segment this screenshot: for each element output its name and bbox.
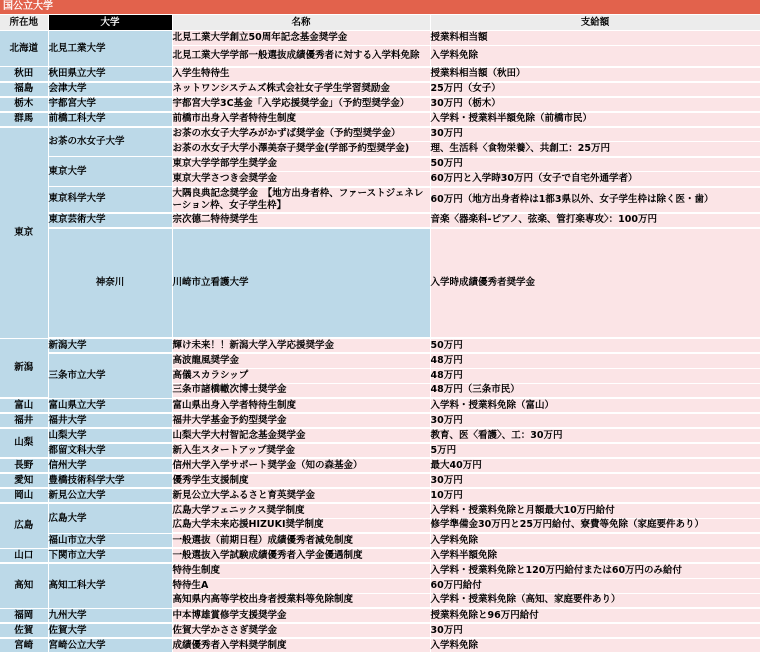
cell-amount: 教育、医〈看護〉、工：30万円 (430, 428, 760, 443)
cell-prefecture: 東京 (0, 127, 48, 339)
cell-amount: 入学料免除 (430, 533, 760, 548)
table-title-bar (0, 0, 760, 15)
cell-prefecture: 秋田 (0, 67, 48, 82)
table-header-row (0, 15, 760, 31)
cell-university: 三条市立大学 (48, 353, 172, 398)
cell-amount: 10万円 (430, 488, 760, 503)
cell-university: 川崎市立看護大学 (172, 228, 430, 338)
cell-university: 宮崎公立大学 (48, 638, 172, 653)
cell-university: 信州大学 (48, 458, 172, 473)
cell-amount: 48万円 (430, 353, 760, 368)
cell-scholarship-name: お茶の水女子大学みがかずば奨学金（予約型奨学金） (172, 127, 430, 142)
cell-scholarship-name: 三条市諸橋轍次博士奨学金 (172, 383, 430, 398)
cell-scholarship-name: 新見公立大学ふるさと育英奨学金 (172, 488, 430, 503)
column-header-university: 大学 (48, 15, 172, 31)
table-body (0, 31, 760, 654)
cell-prefecture: 栃木 (0, 97, 48, 112)
cell-amount: 25万円（女子） (430, 82, 760, 97)
cell-scholarship-name: 東京大学学部学生奨学金 (172, 157, 430, 172)
cell-prefecture: 佐賀 (0, 623, 48, 638)
cell-scholarship-name: 福井大学基金予約型奨学金 (172, 413, 430, 428)
cell-prefecture: 北海道 (0, 31, 48, 67)
cell-amount: 30万円（栃木） (430, 97, 760, 112)
cell-amount: 30万円 (430, 413, 760, 428)
cell-amount: 入学料免除 (430, 638, 760, 653)
cell-amount: 入学料・授業料免除と月額最大10万円給付 (430, 503, 760, 518)
table-row (0, 67, 760, 82)
table-row (0, 458, 760, 473)
cell-prefecture: 宮崎 (0, 638, 48, 653)
cell-prefecture: 新潟 (0, 338, 48, 398)
cell-university: 福井大学 (48, 413, 172, 428)
cell-amount: 50万円 (430, 338, 760, 353)
cell-scholarship-name: 特待生制度 (172, 563, 430, 578)
cell-university: 会津大学 (48, 82, 172, 97)
cell-prefecture: 福井 (0, 413, 48, 428)
cell-scholarship-name: お茶の水女子大学小澤美奈子奨学金(学部予約型奨学金) (172, 142, 430, 157)
table-row (0, 548, 760, 563)
cell-prefecture: 長野 (0, 458, 48, 473)
cell-scholarship-name: 高波龍風奨学金 (172, 353, 430, 368)
cell-prefecture: 神奈川 (48, 228, 172, 338)
table-row (0, 488, 760, 503)
table-row (0, 228, 760, 338)
table-row (0, 563, 760, 578)
cell-university: 九州大学 (48, 608, 172, 623)
cell-prefecture: 高知 (0, 563, 48, 608)
cell-scholarship-name: 新入生スタートアップ奨学金 (172, 443, 430, 458)
table-row (0, 97, 760, 112)
cell-amount: 入学料・授業料免除と120万円給付または60万円のみ給付 (430, 563, 760, 578)
table-row (0, 213, 760, 228)
table-row (0, 157, 760, 172)
cell-prefecture: 群馬 (0, 112, 48, 127)
cell-amount: 入学料・授業料免除（高知、家庭要件あり） (430, 593, 760, 608)
cell-university: 宇都宮大学 (48, 97, 172, 112)
cell-amount: 授業料相当額（秋田） (430, 67, 760, 82)
cell-scholarship-name: 東京大学さつき会奨学金 (172, 172, 430, 187)
cell-amount: 30万円 (430, 127, 760, 142)
cell-amount: 入学料・授業料免除（富山） (430, 398, 760, 413)
cell-university: 秋田県立大学 (48, 67, 172, 82)
table-row (0, 127, 760, 142)
cell-university: 広島大学 (48, 503, 172, 533)
cell-university: 新見公立大学 (48, 488, 172, 503)
cell-scholarship-name: 山梨大学大村智記念基金奨学金 (172, 428, 430, 443)
cell-university: お茶の水女子大学 (48, 127, 172, 157)
table-row (0, 473, 760, 488)
table-row (0, 31, 760, 46)
cell-university: 高知工科大学 (48, 563, 172, 608)
cell-prefecture: 広島 (0, 503, 48, 548)
cell-amount: 授業料免除と96万円給付 (430, 608, 760, 623)
cell-prefecture: 福岡 (0, 608, 48, 623)
cell-university: 佐賀大学 (48, 623, 172, 638)
cell-scholarship-name: 北見工業大学創立50周年記念基金奨学金 (172, 31, 430, 46)
cell-amount: 授業料相当額 (430, 31, 760, 46)
cell-scholarship-name: 一般選抜入学試験成績優秀者入学金優遇制度 (172, 548, 430, 563)
cell-amount: 60万円と入学時30万円（女子で自宅外通学者） (430, 172, 760, 187)
cell-amount: 30万円 (430, 473, 760, 488)
cell-scholarship-name: ネットワンシステムズ株式会社女子学生学習奨励金 (172, 82, 430, 97)
cell-scholarship-name: 北見工業大学学部一般選抜成績優秀者に対する入学料免除 (172, 46, 430, 67)
table-row (0, 112, 760, 127)
cell-scholarship-name: 大隅良典記念奨学金 【地方出身者枠、ファーストジェネレーション枠、女子学生枠】 (172, 187, 430, 213)
cell-university: 下関市立大学 (48, 548, 172, 563)
cell-amount: 60万円給付 (430, 578, 760, 593)
cell-scholarship-name: 輝け未来！！新潟大学入学応援奨学金 (172, 338, 430, 353)
cell-scholarship-name: 高知県内高等学校出身者授業料等免除制度 (172, 593, 430, 608)
cell-amount: 5万円 (430, 443, 760, 458)
cell-scholarship-name: 宗次德二特待奨学生 (172, 213, 430, 228)
cell-amount: 入学料免除 (430, 46, 760, 67)
cell-university: 豊橋技術科学大学 (48, 473, 172, 488)
table-row (0, 82, 760, 97)
column-header-name: 名称 (172, 15, 430, 31)
table-row (0, 187, 760, 213)
table-row (0, 638, 760, 653)
cell-scholarship-name: 一般選抜（前期日程）成績優秀者減免制度 (172, 533, 430, 548)
cell-amount: 48万円 (430, 368, 760, 383)
table-row (0, 338, 760, 353)
table-row (0, 503, 760, 518)
cell-university: 北見工業大学 (48, 31, 172, 67)
cell-scholarship-name: 入学生特待生 (172, 67, 430, 82)
cell-university: 東京芸術大学 (48, 213, 172, 228)
cell-scholarship-name: 成績優秀者入学料奨学制度 (172, 638, 430, 653)
cell-scholarship-name: 広島大学未来応援HIZUKI奨学制度 (172, 518, 430, 533)
table-row (0, 353, 760, 368)
column-header-amount: 支給額 (430, 15, 760, 31)
cell-prefecture: 岡山 (0, 488, 48, 503)
cell-scholarship-name: 中本博雄賞修学支援奨学金 (172, 608, 430, 623)
cell-amount: 50万円 (430, 157, 760, 172)
table-row (0, 608, 760, 623)
cell-university: 福山市立大学 (48, 533, 172, 548)
cell-university: 都留文科大学 (48, 443, 172, 458)
cell-scholarship-name: 広島大学フェニックス奨学制度 (172, 503, 430, 518)
cell-scholarship-name: 富山県出身入学者特待生制度 (172, 398, 430, 413)
table-row (0, 428, 760, 443)
table-header (0, 15, 760, 31)
column-header-pref: 所在地 (0, 15, 48, 31)
cell-amount: 入学料・授業料半額免除（前橋市民） (430, 112, 760, 127)
cell-university: 東京科学大学 (48, 187, 172, 213)
cell-scholarship-name: 佐賀大学かささぎ奨学金 (172, 623, 430, 638)
cell-amount: 入学料半額免除 (430, 548, 760, 563)
cell-scholarship-name: 信州大学入学サポート奨学金（知の森基金） (172, 458, 430, 473)
cell-scholarship-name: 宇都宮大学3C基金「入学応援奨学金」（予約型奨学金） (172, 97, 430, 112)
cell-amount: 48万円（三条市民） (430, 383, 760, 398)
cell-university: 前橋工科大学 (48, 112, 172, 127)
table-row (0, 533, 760, 548)
cell-amount: 理、生活科〈食物栄養〉、共創工：25万円 (430, 142, 760, 157)
table-row (0, 623, 760, 638)
cell-prefecture: 山口 (0, 548, 48, 563)
cell-amount: 音楽〈器楽科-ピアノ、弦楽、管打楽専攻〉：100万円 (430, 213, 760, 228)
cell-scholarship-name: 前橋市出身入学者特待生制度 (172, 112, 430, 127)
cell-scholarship-name: 優秀学生支援制度 (172, 473, 430, 488)
cell-prefecture: 富山 (0, 398, 48, 413)
cell-university: 東京大学 (48, 157, 172, 187)
cell-prefecture: 福島 (0, 82, 48, 97)
cell-amount: 修学準備金30万円と25万円給付、寮費等免除（家庭要件あり） (430, 518, 760, 533)
table-row (0, 413, 760, 428)
table-row (0, 443, 760, 458)
cell-amount: 30万円 (430, 623, 760, 638)
cell-university: 富山県立大学 (48, 398, 172, 413)
page-title: 国公立大学 (3, 1, 53, 12)
cell-university: 山梨大学 (48, 428, 172, 443)
cell-amount: 60万円（地方出身者枠は1都3県以外、女子学生枠は除く医・歯） (430, 187, 760, 213)
cell-scholarship-name: 特待生A (172, 578, 430, 593)
cell-scholarship-name: 高儀スカラシップ (172, 368, 430, 383)
table-row (0, 398, 760, 413)
cell-prefecture: 愛知 (0, 473, 48, 488)
cell-amount: 最大40万円 (430, 458, 760, 473)
cell-prefecture: 山梨 (0, 428, 48, 458)
cell-university: 新潟大学 (48, 338, 172, 353)
scholarship-table (0, 15, 760, 654)
cell-scholarship-name: 入学時成績優秀者奨学金 (430, 228, 760, 338)
